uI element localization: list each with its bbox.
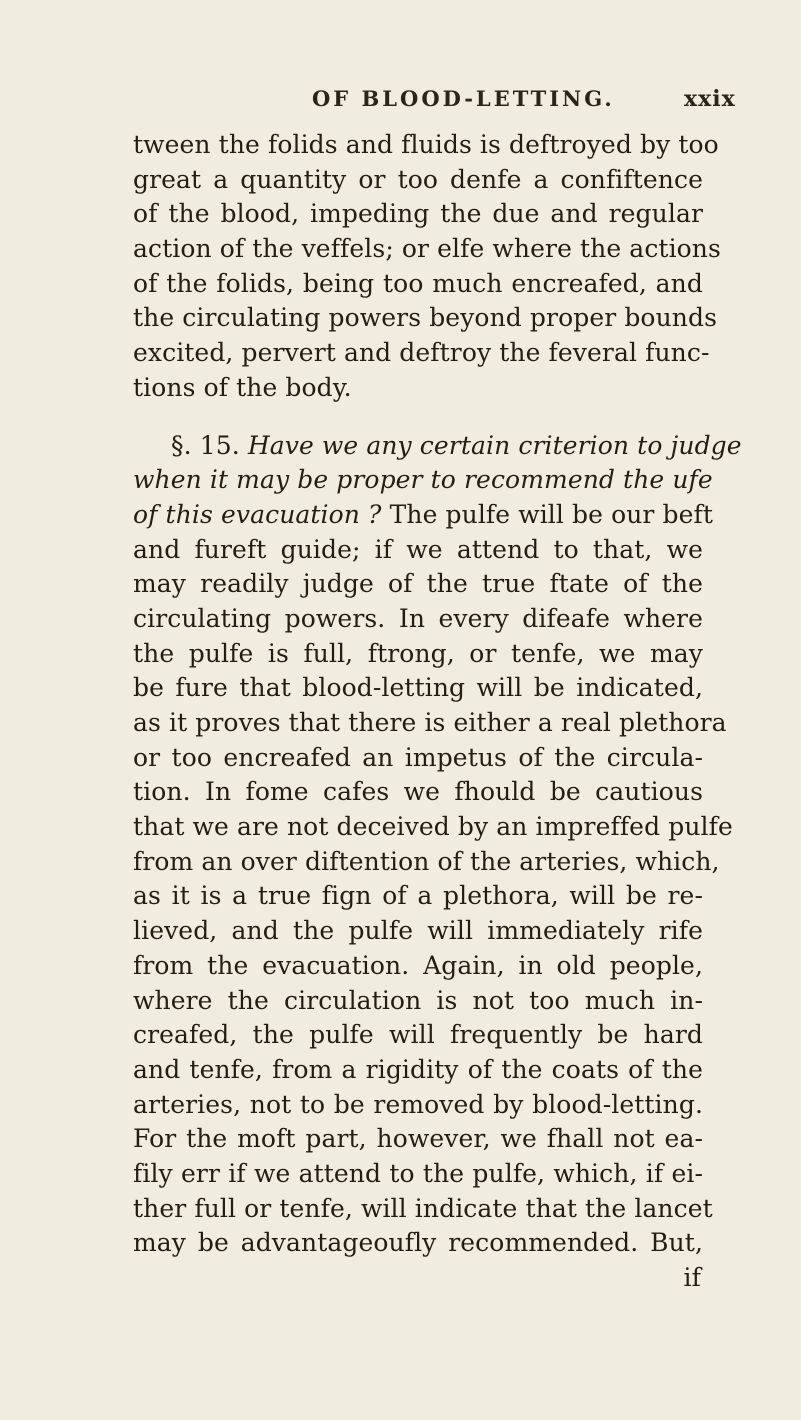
section-question: when it may be proper to recommend the ufe [133,465,713,495]
text-line: ther full or tenfe, will indicate that the lancet [133,1193,713,1223]
text-line: For the moft part, however, we fhall not ea- [133,1124,703,1154]
text-line: may be advantageoufly recommended. But, [133,1228,703,1258]
text-line: or too encreafed an impetus of the circula- [133,742,703,772]
text-line: and fureft guide; if we attend to that, we [133,534,703,564]
catchword: if [683,1263,701,1292]
text-line: tween the folids and fluids is deftroyed by too [133,130,719,159]
text-line: great a quantity or too denfe a confiftence [133,164,703,194]
text-line: of the blood, impeding the due and regular [133,199,703,229]
text-line: circulating powers. In every difeafe where [133,603,703,633]
text-span: The pulfe will be our beft [389,499,714,529]
text-line: of the folids, being too much encreafed, and [133,268,703,298]
text-line: tion. In fome cafes we fhould be cautious [133,777,703,807]
text-line: from an over diftention of the arteries, which, [133,846,720,876]
section-mark: §. 15. [171,430,240,460]
text-line: may readily judge of the true ftate of the [133,569,703,599]
text-line: creafed, the pulfe will frequently be hard [133,1020,703,1050]
page-number: xxix [684,86,736,112]
text-line: that we are not deceived by an impreffed pulfe [133,812,733,842]
running-head: OF BLOOD-LETTING. [312,86,615,111]
text-line: the circulating powers beyond proper bounds [133,303,718,333]
section-question: of this evacuation ? [133,499,382,529]
text-line: tions of the body. [133,372,352,402]
section-question: Have we any certain criterion to judge [247,430,742,460]
text-line: the pulfe is full, ftrong, or tenfe, we may [133,638,703,668]
text-line: fily err if we attend to the pulfe, which, if ei- [133,1158,703,1188]
text-line: as it proves that there is either a real plethora [133,708,727,737]
text-line: action of the veffels; or elfe where the actions [133,234,721,264]
text-line: lieved, and the pulfe will immediately rife [133,916,703,946]
page-header [0,86,801,126]
text-line: excited, pervert and deftroy the feveral func- [133,338,710,368]
text-line: where the circulation is not too much in- [133,985,703,1015]
text-line: as it is a true fign of a plethora, will be re- [133,881,703,911]
section-heading-line [133,429,742,464]
text-line: arteries, not to be removed by blood-letting. [133,1089,703,1119]
body-text [133,128,742,1296]
text-line [133,498,714,533]
text-line: be fure that blood-letting will be indicated, [133,673,703,703]
text-line: from the evacuation. Again, in old people, [133,950,703,980]
text-line: and tenfe, from a rigidity of the coats of the [133,1054,703,1084]
